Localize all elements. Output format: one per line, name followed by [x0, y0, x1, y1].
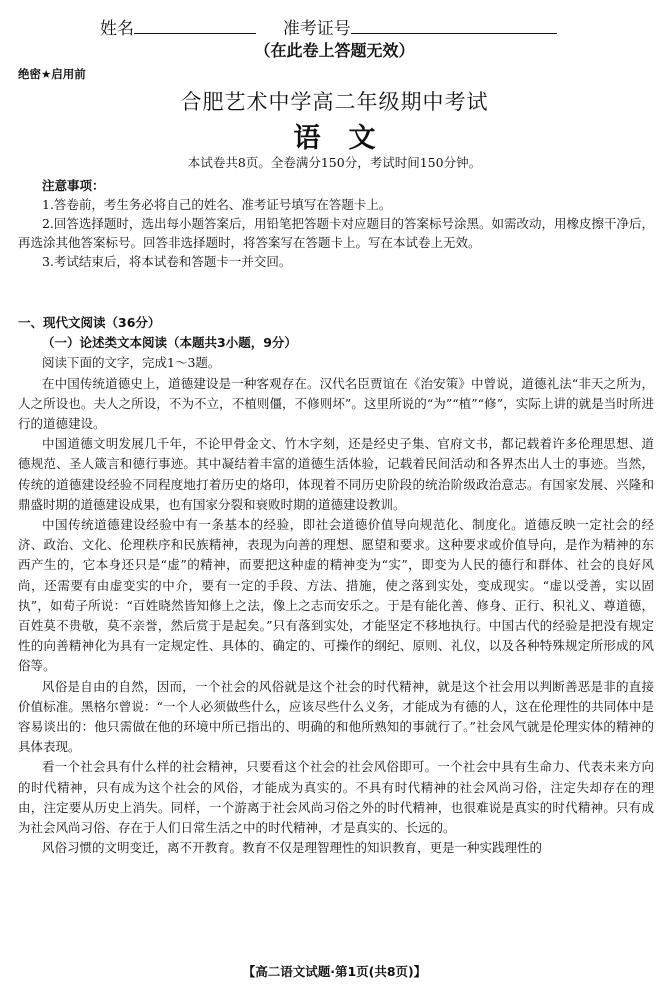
section-heading: 一、现代文阅读（36分）	[18, 315, 161, 330]
subsection-heading: （一）论述类文本阅读（本题共3小题，9分）	[42, 335, 297, 351]
passage-paragraph: 中国道德文明发展几千年，不论甲骨金文、竹木字刻，还是经史子集、官府文书，都记载着许多伦理思想、道德规范、圣人箴言和德行事迹。其中凝结着丰富的道德生活体验，记载着民间活动和各界杰出人士的事迹。当然，传统的道德建设经验不同程度地打着历史的烙印，体现着不同历史阶段的统治阶级政治意志。有国家发展、兴隆和鼎盛时期的道德建设成果，也有国家分裂和衰败时期的道德建设教训。	[18, 436, 654, 512]
passage-paragraph: 中国传统道德建设经验中有一条基本的经验，即社会道德价值导向规范化、制度化。道德反映一定社会的经济、政治、文化、伦理秩序和民族精神，表现为向善的理想、愿望和要求。这种要求或价值导向，是作为精神的东西产生的，它本身还只是“虚”的精神，而要把这种虚的精神变为“实”，即变为人民的德行和群体、社会的良好风尚，还需要有由虚变实的中介，要有一定的手段、方法、措施，使之落到实处，变成现实。“虚以受善，实以固执”，如荀子所说：“百姓晓然皆知修上之法，像上之志而安乐之。于是有能化善、修身、正行、积礼义、尊道德，百姓莫不贵敬，莫不亲誉，然后赏于是起矣。”只有落到实处，才能坚定不移地执行。中国古代的经验是把没有规定性的向善精神化为具有一定规定性、具体的、确定的、可操作的纲纪、原则、礼仪，以及各种特殊规定所形成的风俗等。	[18, 517, 654, 674]
notice-item: 1.答卷前，考生务必将自己的姓名、准考证号填写在答题卡上。	[42, 197, 392, 212]
reading-section	[18, 313, 654, 858]
subject-title: 语文	[293, 123, 404, 154]
passage-paragraph: 风俗是自由的自然，因而，一个社会的风俗就是这个社会的时代精神，就是这个社会用以判断善恶是非的直接价值标准。黑格尔曾说：“一个人必须做些什么，应该尽些什么义务，才能成为有德的人，这在伦理性的共同体中是容易谈出的：他只需做在他的环境中所已指出的、明确的和他所熟知的事就行了。”社会风气就是伦理实体的精神的具体表现。	[18, 678, 654, 755]
id-blank	[351, 19, 557, 34]
name-blank	[134, 19, 256, 34]
answer-invalid-note: （在此卷上答题无效）	[254, 41, 415, 60]
passage-paragraph: 在中国传统道德史上，道德建设是一种客观存在。汉代名臣贾谊在《治安策》中曾说，道德礼法“非天之所为，人之所设也。夫人之所设，不为不立，不植则僵，不修则坏”。这里所说的“为”“植”“修”，实际上讲的就是当时所进行的道德建设。	[18, 375, 654, 432]
secret-mark: 绝密★启用前	[18, 67, 86, 81]
notice-block	[18, 176, 654, 271]
reading-instruction: 阅读下面的文字，完成1～3题。	[42, 355, 221, 371]
passage-paragraph: 看一个社会具有什么样的社会精神，只要看这个社会的社会风俗即可。一个社会中具有生命力、代表未来方向的时代精神，只有成为这个社会的风俗，才能成为真实的。不具有时代精神的社会风尚习俗，注定失却存在的理由，注定要从历史上消失。同样，一个游离于社会风尚习俗之外的时代精神，也很难说是真实的时代精神。只有成为社会风尚习俗、存在于人们日常生活之中的时代精神，才是真实的、长远的。	[18, 759, 654, 836]
candidate-info-line	[100, 14, 557, 39]
name-label: 姓名	[100, 19, 134, 39]
id-label: 准考证号	[282, 19, 351, 39]
exam-title: 合肥艺术中学高二年级期中考试	[180, 90, 489, 114]
notice-heading: 注意事项：	[42, 178, 105, 193]
passage-paragraph: 风俗习惯的文明变迁，离不开教育。教育不仅是理智理性的知识教育，更是一种实践理性的	[42, 840, 543, 856]
page-footer: 【高二语文试题·第1页(共8页)】	[242, 964, 427, 979]
notice-item: 2.回答选择题时，选出每小题答案后，用铅笔把答题卡对应题目的答案标号涂黑。如需改动，用橡皮擦干净后，再选涂其他答案标号。回答非选择题时，将答案写在答题卡上。写在本试卷上无效。	[18, 216, 654, 250]
exam-info: 本试卷共8页。全卷满分150分，考试时间150分钟。	[187, 155, 482, 170]
notice-item: 3.考试结束后，将本试卷和答题卡一并交回。	[42, 254, 292, 269]
